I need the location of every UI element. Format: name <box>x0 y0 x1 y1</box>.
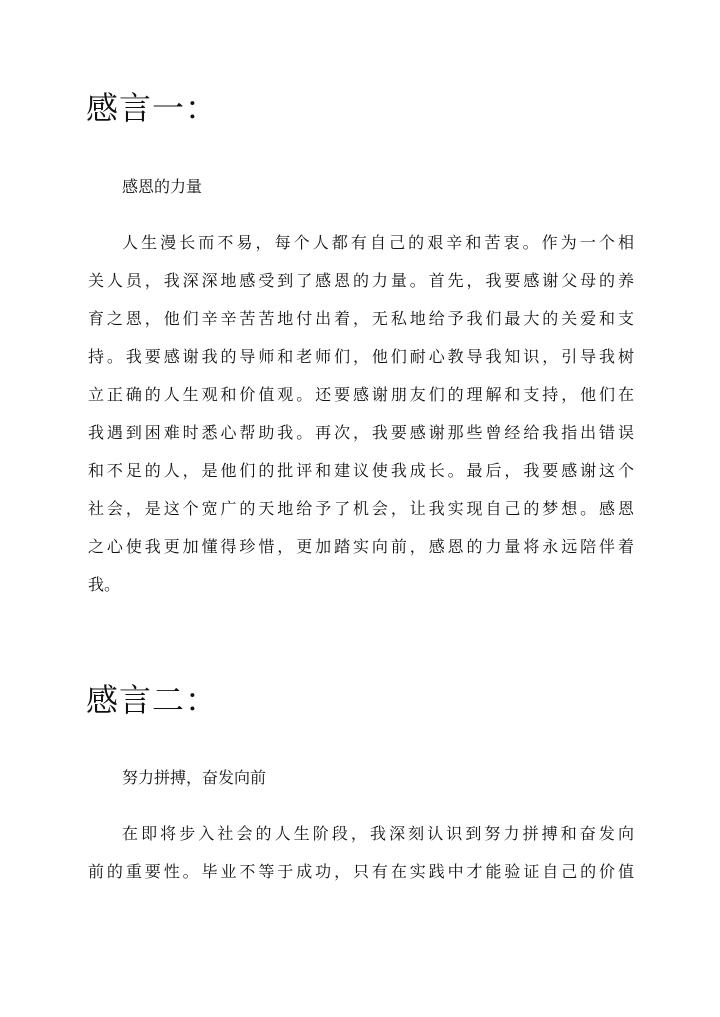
section-2-heading: 感言二： <box>86 681 219 719</box>
paragraph-line: 立正确的人生观和价值观。还要感谢朋友们的理解和支持，他们在 <box>88 385 634 404</box>
paragraph-line: 社会，是这个宽广的天地给予了机会，让我实现自己的梦想。感恩 <box>88 499 634 518</box>
paragraph-line: 持。我要感谢我的导师和老师们，他们耐心教导我知识，引导我树 <box>88 347 634 366</box>
paragraph-line: 之心使我更加懂得珍惜，更加踏实向前，感恩的力量将永远陪伴着 <box>88 537 634 556</box>
paragraph-line: 和不足的人，是他们的批评和建议使我成长。最后，我要感谢这个 <box>88 461 634 480</box>
paragraph-line: 前的重要性。毕业不等于成功，只有在实践中才能验证自己的价值 <box>88 862 634 881</box>
section-1-heading: 感言一： <box>86 89 219 127</box>
paragraph-line: 育之恩，他们辛辛苦苦地付出着，无私地给予我们最大的关爱和支 <box>88 309 634 328</box>
section-2-subtitle: 努力拼搏，奋发向前 <box>122 768 267 787</box>
section-1-paragraph <box>88 233 634 613</box>
paragraph-line: 我遇到困难时悉心帮助我。再次，我要感谢那些曾经给我指出错误 <box>88 423 634 442</box>
paragraph-line: 我。 <box>88 575 121 594</box>
paragraph-line: 人生漫长而不易，每个人都有自己的艰辛和苦衷。作为一个相 <box>122 233 634 252</box>
section-2-paragraph <box>88 824 634 900</box>
section-1-subtitle: 感恩的力量 <box>122 177 203 196</box>
paragraph-line: 关人员，我深深地感受到了感恩的力量。首先，我要感谢父母的养 <box>88 271 634 290</box>
paragraph-line: 在即将步入社会的人生阶段，我深刻认识到努力拼搏和奋发向 <box>122 824 634 843</box>
